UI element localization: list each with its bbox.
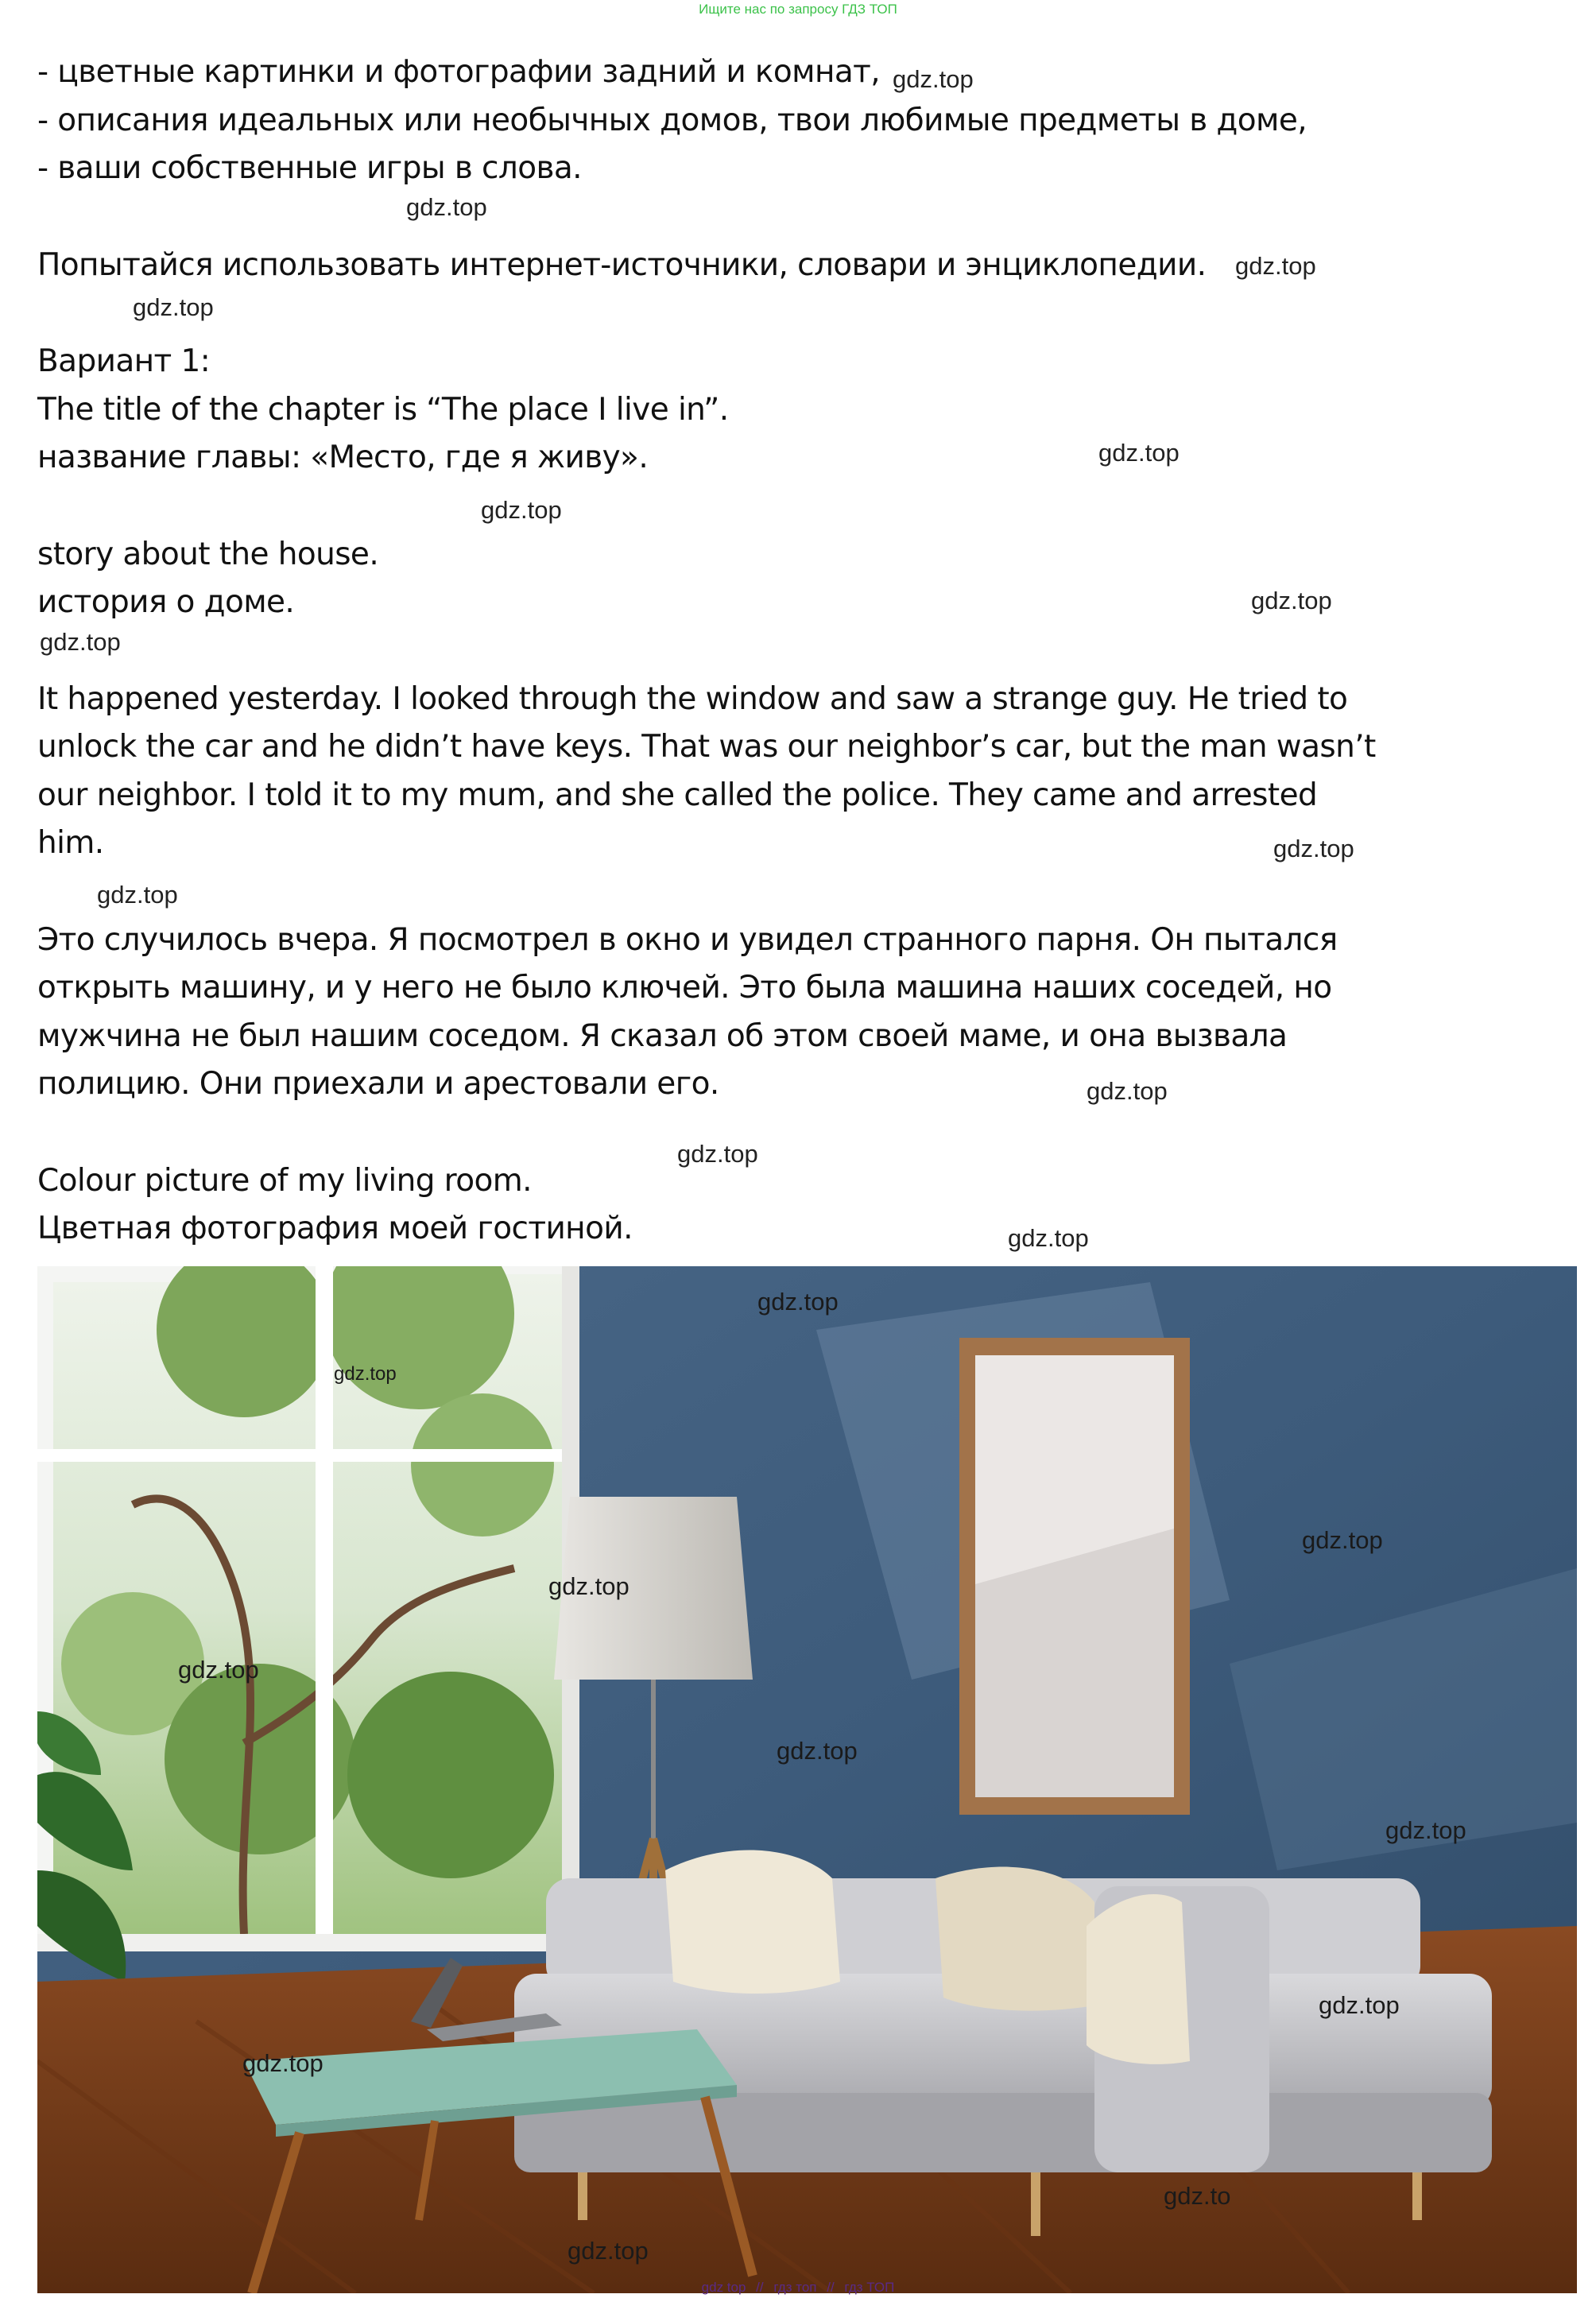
story-en-line-4: him.: [37, 825, 104, 861]
watermark: gdz.top: [1273, 835, 1354, 862]
watermark: gdz.top: [481, 496, 562, 524]
watermark: gdz.to: [1164, 2182, 1231, 2210]
list-item-word-games: - ваши собственные игры в слова.: [37, 150, 582, 186]
watermark: gdz.top: [1319, 1991, 1400, 2019]
link-separator: //: [756, 2280, 764, 2295]
watermark: gdz.top: [1098, 439, 1180, 467]
living-room-photo: [37, 1266, 1577, 2293]
watermark: gdz.top: [777, 1737, 858, 1765]
bottom-links: [0, 2280, 1596, 2296]
watermark: gdz.top: [1087, 1077, 1168, 1105]
watermark: gdz.top: [334, 1363, 397, 1385]
story-heading-en: story about the house.: [37, 537, 379, 572]
watermark: gdz.top: [97, 881, 178, 909]
picture-caption-ru: Цветная фотография моей гостиной.: [37, 1211, 633, 1246]
story-ru-line-2: открыть машину, и у него не было ключей. Это была машина наших соседей, но: [37, 970, 1332, 1006]
link-separator: //: [827, 2280, 835, 2295]
watermark: gdz.top: [893, 65, 974, 93]
watermark: gdz.top: [406, 193, 487, 221]
link-gdz-top-caps[interactable]: гдз ТОП: [844, 2280, 895, 2295]
living-room-illustration: [37, 1266, 1577, 2293]
watermark: gdz.top: [677, 1140, 758, 1168]
story-ru-line-4: полицию. Они приехали и арестовали его.: [37, 1066, 719, 1102]
watermark: gdz.top: [548, 1572, 629, 1600]
instruction-text: Попытайся использовать интернет-источники, словари и энциклопедии.: [37, 247, 1207, 283]
watermark: gdz.top: [178, 1656, 259, 1684]
chapter-title-en: The title of the chapter is “The place I live in”.: [37, 392, 729, 428]
story-en-line-1: It happened yesterday. I looked through the window and saw a strange guy. He tried to: [37, 681, 1348, 717]
watermark: gdz.top: [1385, 1816, 1466, 1844]
search-banner[interactable]: Ищите нас по запросу ГДЗ ТОП: [699, 2, 897, 17]
story-heading-ru: история о доме.: [37, 584, 295, 620]
story-ru-line-1: Это случилось вчера. Я посмотрел в окно и увидел странного парня. Он пытался: [37, 922, 1338, 958]
watermark: gdz.top: [1251, 587, 1332, 614]
link-gdz-top-cyrillic[interactable]: гдз топ: [773, 2280, 817, 2295]
story-ru-line-3: мужчина не был нашим соседом. Я сказал об этом своей маме, и она вызвала: [37, 1018, 1288, 1054]
watermark: gdz.top: [133, 293, 214, 321]
watermark: gdz.top: [1302, 1526, 1383, 1554]
list-item-descriptions: - описания идеальных или необычных домов, твои любимые предметы в доме,: [37, 103, 1307, 138]
link-gdz-top-latin[interactable]: gdz top: [701, 2280, 746, 2295]
variant-heading: Вариант 1:: [37, 343, 211, 379]
picture-caption-en: Colour picture of my living room.: [37, 1163, 532, 1199]
watermark: gdz.top: [1008, 1224, 1089, 1252]
story-en-line-3: our neighbor. I told it to my mum, and she called the police. They came and arrested: [37, 777, 1318, 813]
watermark: gdz.top: [757, 1288, 839, 1316]
chapter-title-ru: название главы: «Место, где я живу».: [37, 440, 649, 475]
watermark: gdz.top: [242, 2049, 323, 2077]
watermark: gdz.top: [40, 628, 121, 656]
story-en-line-2: unlock the car and he didn’t have keys. That was our neighbor’s car, but the man wasn’t: [37, 729, 1376, 765]
watermark: gdz.top: [1235, 252, 1316, 280]
list-item-pictures: - цветные картинки и фотографии задний и комнат,: [37, 54, 881, 90]
watermark: gdz.top: [568, 2237, 649, 2265]
